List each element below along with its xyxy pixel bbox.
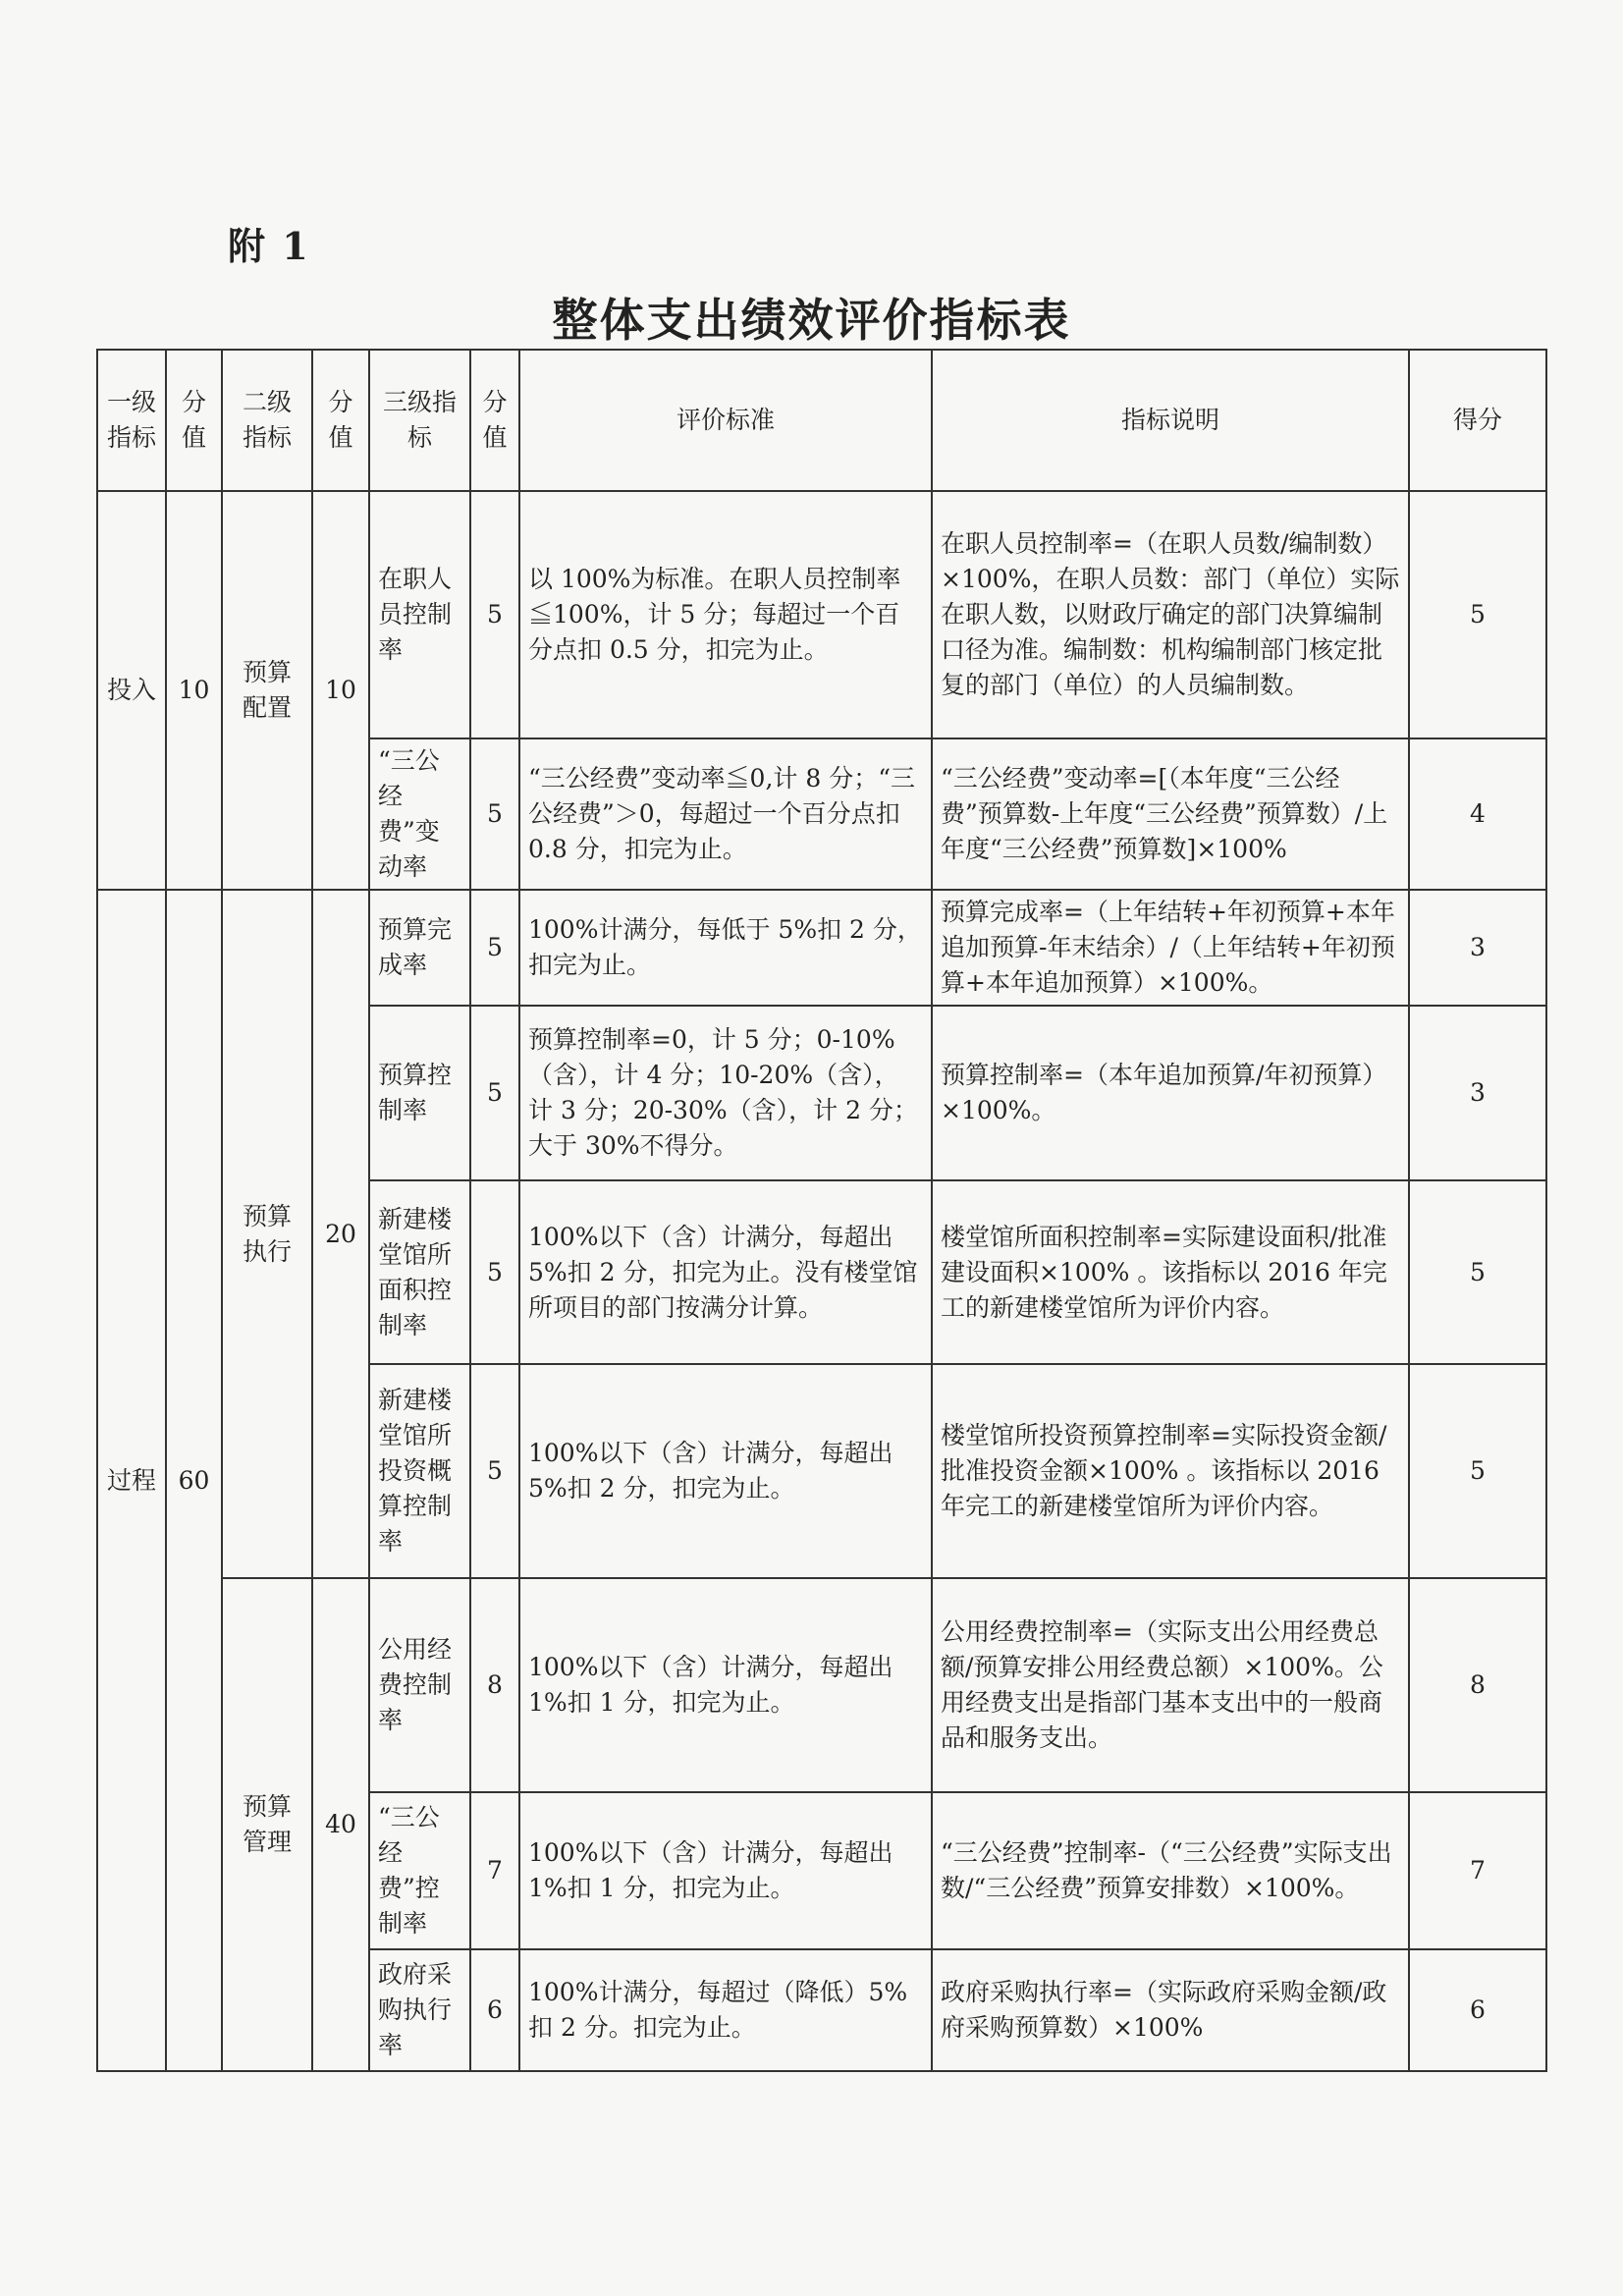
level3-name: 新建楼堂馆所面积控制率 — [369, 1180, 470, 1364]
level3-score: 5 — [470, 738, 519, 890]
level1-process: 过程 — [97, 890, 166, 2071]
indicator-explanation: “三公经费”变动率=[（本年度“三公经费”预算数-上年度“三公经费”预算数）/上年度“三公经费”预算数]×100% — [932, 738, 1409, 890]
attachment-label: 附 1 — [228, 224, 310, 268]
col-header-explain: 指标说明 — [932, 350, 1409, 491]
evaluation-standard: 100%以下（含）计满分，每超出 1%扣 1 分，扣完为止。 — [519, 1792, 932, 1949]
col-header-level1: 一级指标 — [97, 350, 166, 491]
indicator-explanation: 公用经费控制率=（实际支出公用经费总额/预算安排公用经费总额）×100%。公用经费支出是指部门基本支出中的一般商品和服务支出。 — [932, 1578, 1409, 1792]
result-score: 5 — [1409, 1364, 1546, 1578]
level2-exec: 预算执行 — [222, 890, 312, 1578]
page-title: 整体支出绩效评价指标表 — [552, 294, 1071, 347]
level3-score: 5 — [470, 1006, 519, 1180]
result-score: 5 — [1409, 491, 1546, 738]
table-row — [97, 1578, 1546, 1792]
evaluation-standard: 100%计满分，每低于 5%扣 2 分，扣完为止。 — [519, 890, 932, 1006]
indicator-explanation: 预算控制率=（本年追加预算/年初预算）×100%。 — [932, 1006, 1409, 1180]
indicator-explanation: 楼堂馆所面积控制率=实际建设面积/批准建设面积×100% 。该指标以 2016 年完工的新建楼堂馆所为评价内容。 — [932, 1180, 1409, 1364]
result-score: 8 — [1409, 1578, 1546, 1792]
level3-score: 7 — [470, 1792, 519, 1949]
level2-mgmt-score: 40 — [312, 1578, 369, 2071]
col-header-score2: 分值 — [312, 350, 369, 491]
level3-score: 8 — [470, 1578, 519, 1792]
level1-process-score: 60 — [166, 890, 222, 2071]
level3-score: 5 — [470, 1180, 519, 1364]
level3-score: 5 — [470, 890, 519, 1006]
level2-mgmt: 预算管理 — [222, 1578, 312, 2071]
level2-exec-score: 20 — [312, 890, 369, 1578]
col-header-level3: 三级指标 — [369, 350, 470, 491]
evaluation-standard: 100%以下（含）计满分，每超出 5%扣 2 分，扣完为止。没有楼堂馆所项目的部门按满分计算。 — [519, 1180, 932, 1364]
result-score: 4 — [1409, 738, 1546, 890]
level3-name: 政府采购执行率 — [369, 1949, 470, 2071]
result-score: 6 — [1409, 1949, 1546, 2071]
level2-config: 预算配置 — [222, 491, 312, 890]
level3-score: 5 — [470, 491, 519, 738]
level1-input: 投入 — [97, 491, 166, 890]
table-row — [97, 491, 1546, 738]
level2-config-score: 10 — [312, 491, 369, 890]
level3-name: “三公经费”控制率 — [369, 1792, 470, 1949]
result-score: 5 — [1409, 1180, 1546, 1364]
level3-name: 公用经费控制率 — [369, 1578, 470, 1792]
level3-name: 在职人员控制率 — [369, 491, 470, 738]
level3-score: 5 — [470, 1364, 519, 1578]
indicator-explanation: 在职人员控制率=（在职人员数/编制数）×100%，在职人员数：部门（单位）实际在职人数，以财政厅确定的部门决算编制口径为准。编制数：机构编制部门核定批复的部门（单位）的人员编制数。 — [932, 491, 1409, 738]
level1-input-score: 10 — [166, 491, 222, 890]
indicator-explanation: 预算完成率=（上年结转+年初预算+本年追加预算-年末结余）/（上年结转+年初预算+本年追加预算）×100%。 — [932, 890, 1409, 1006]
evaluation-standard: 预算控制率=0，计 5 分；0-10%（含），计 4 分；10-20%（含），计 3 分；20-30%（含），计 2 分；大于 30%不得分。 — [519, 1006, 932, 1180]
col-header-score3: 分值 — [470, 350, 519, 491]
evaluation-table — [96, 349, 1547, 2072]
evaluation-standard: 100%以下（含）计满分，每超出 1%扣 1 分，扣完为止。 — [519, 1578, 932, 1792]
table-row — [97, 890, 1546, 1006]
col-header-result: 得分 — [1409, 350, 1546, 491]
level3-score: 6 — [470, 1949, 519, 2071]
level3-name: 预算控制率 — [369, 1006, 470, 1180]
indicator-explanation: 政府采购执行率=（实际政府采购金额/政府采购预算数）×100% — [932, 1949, 1409, 2071]
evaluation-standard: “三公经费”变动率≦0,计 8 分；“三公经费”＞0，每超过一个百分点扣 0.8 分，扣完为止。 — [519, 738, 932, 890]
indicator-explanation: “三公经费”控制率-（“三公经费”实际支出数/“三公经费”预算安排数）×100%。 — [932, 1792, 1409, 1949]
evaluation-standard: 100%计满分，每超过（降低）5%扣 2 分。扣完为止。 — [519, 1949, 932, 2071]
result-score: 3 — [1409, 1006, 1546, 1180]
result-score: 7 — [1409, 1792, 1546, 1949]
col-header-standard: 评价标准 — [519, 350, 932, 491]
header-row — [97, 350, 1546, 491]
col-header-level2: 二级指标 — [222, 350, 312, 491]
evaluation-standard: 100%以下（含）计满分，每超出 5%扣 2 分，扣完为止。 — [519, 1364, 932, 1578]
evaluation-standard: 以 100%为标准。在职人员控制率≦100%，计 5 分；每超过一个百分点扣 0.5 分，扣完为止。 — [519, 491, 932, 738]
level3-name: “三公经费”变动率 — [369, 738, 470, 890]
level3-name: 预算完成率 — [369, 890, 470, 1006]
indicator-explanation: 楼堂馆所投资预算控制率=实际投资金额/批准投资金额×100% 。该指标以 2016 年完工的新建楼堂馆所为评价内容。 — [932, 1364, 1409, 1578]
level3-name: 新建楼堂馆所投资概算控制率 — [369, 1364, 470, 1578]
result-score: 3 — [1409, 890, 1546, 1006]
col-header-score1: 分值 — [166, 350, 222, 491]
